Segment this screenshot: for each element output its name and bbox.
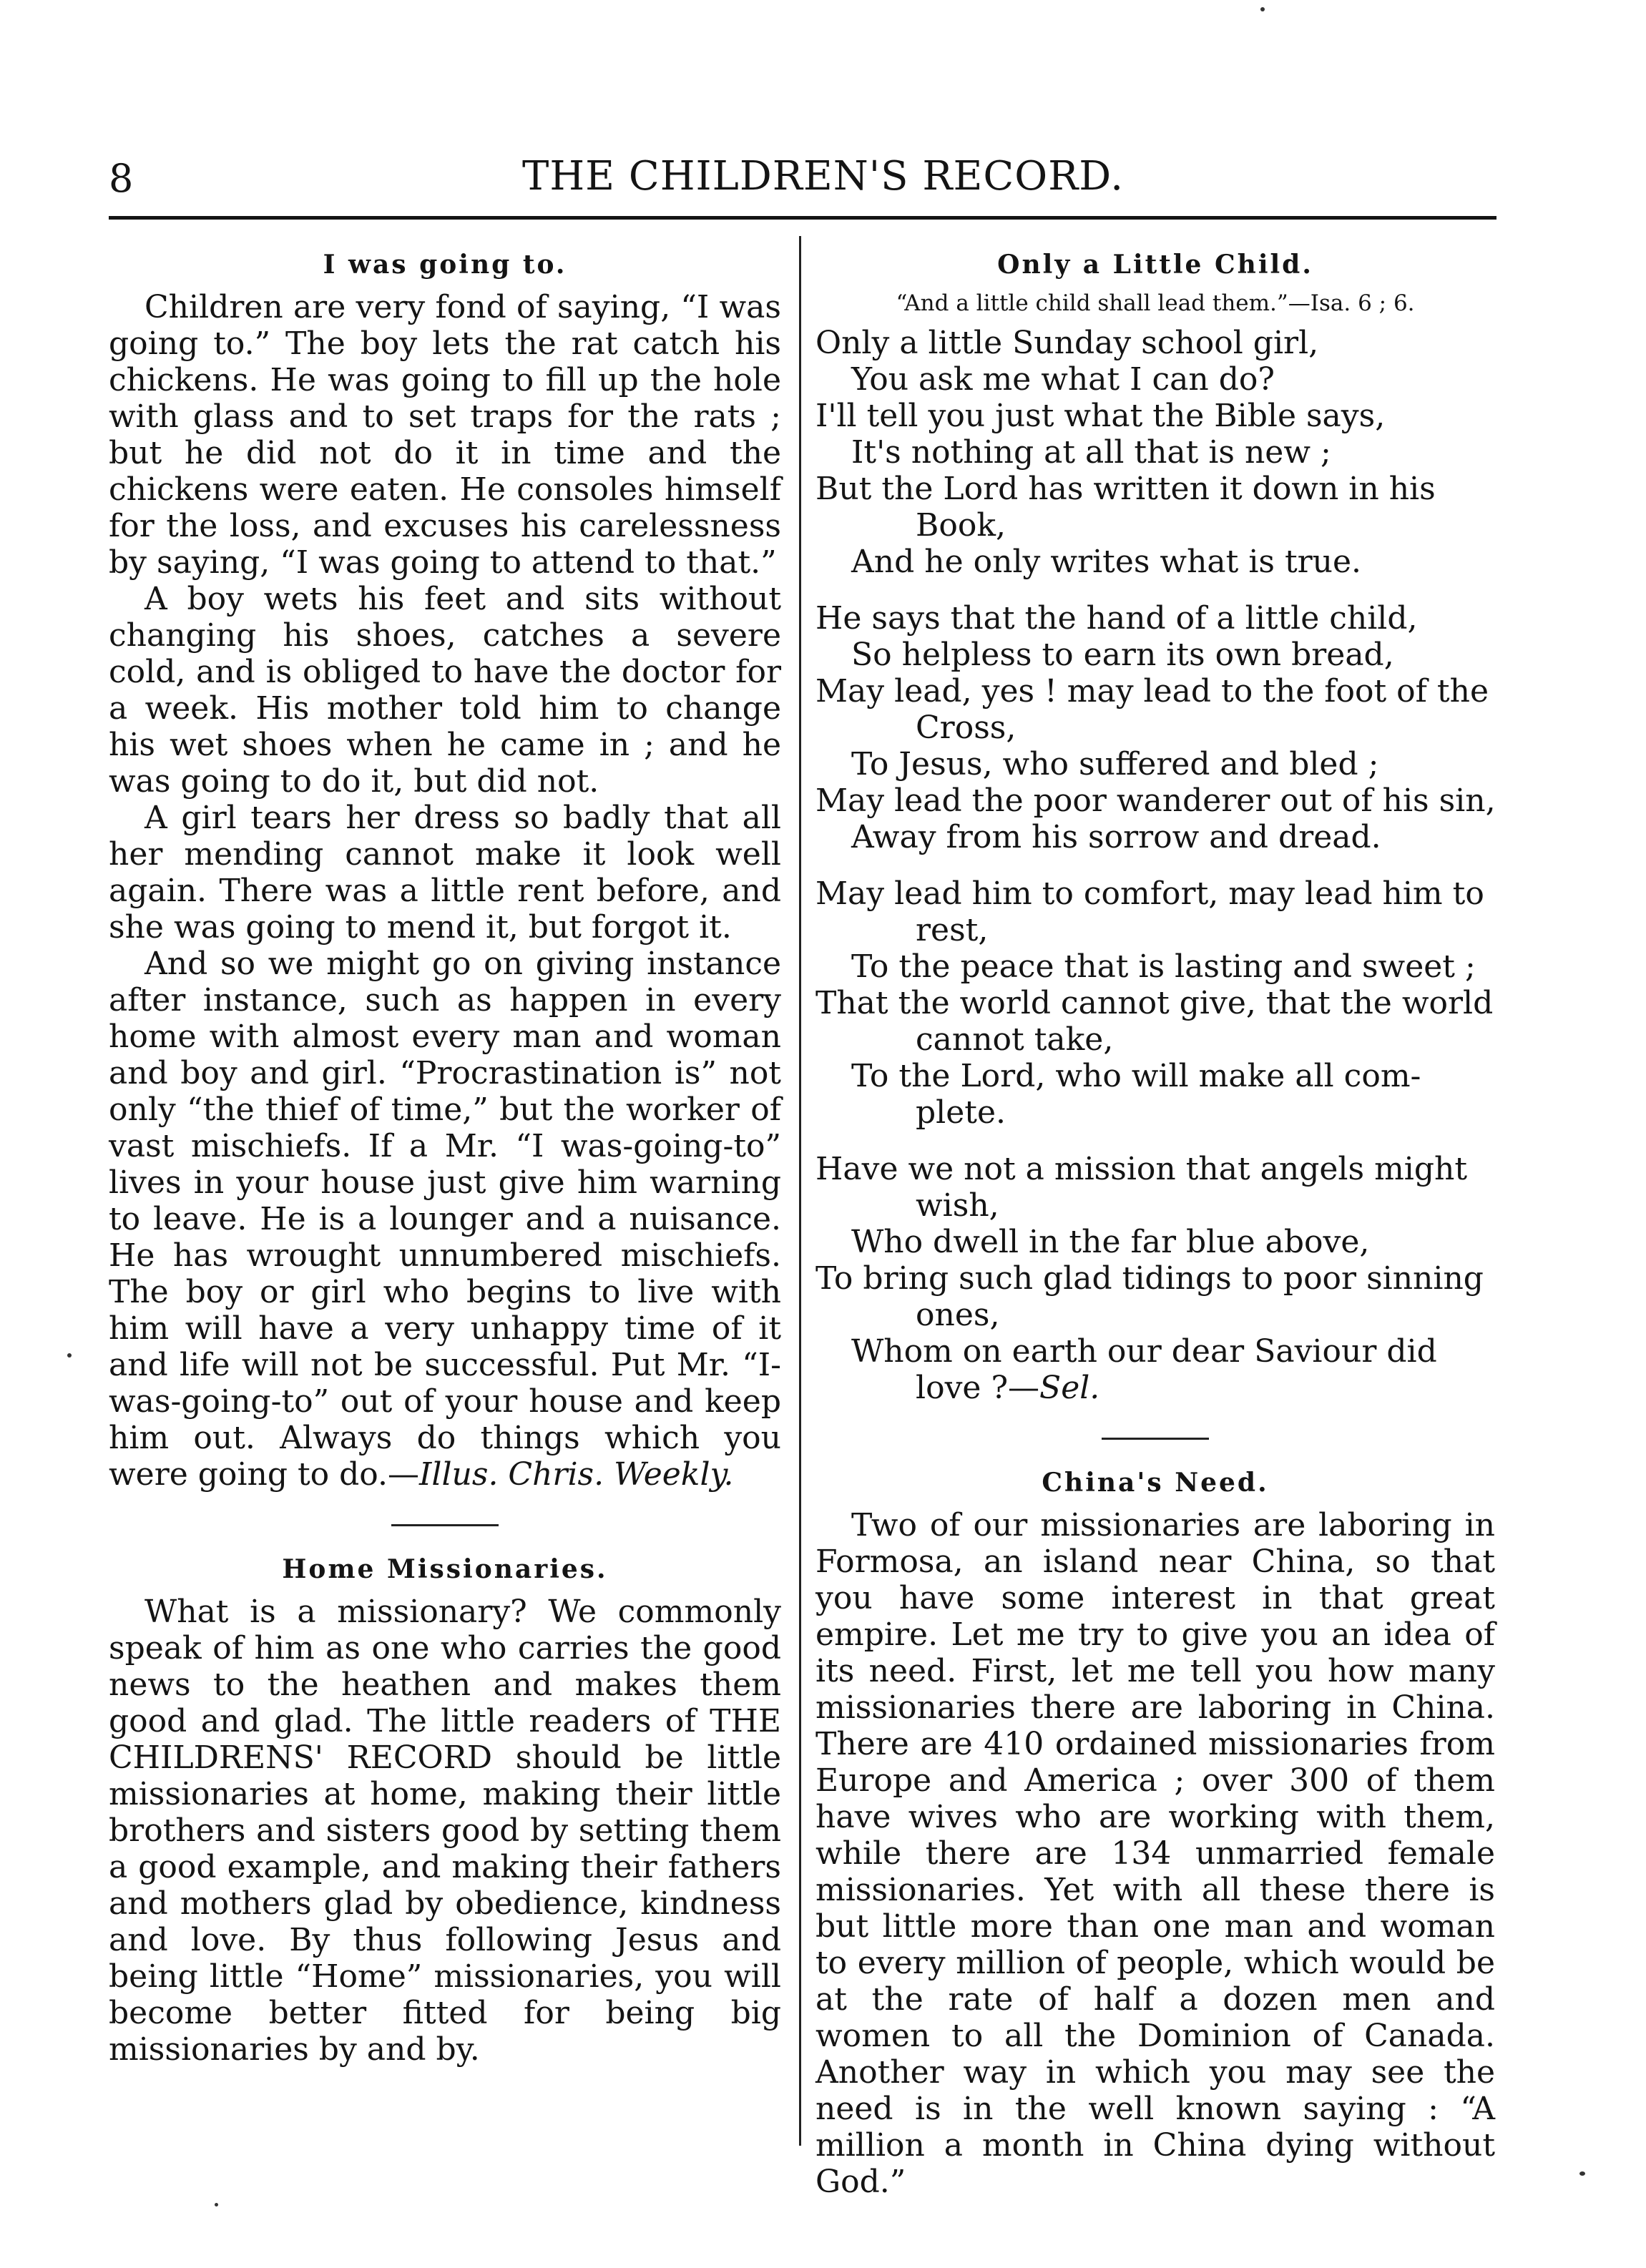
- poem-line: ones,: [916, 1297, 1000, 1333]
- article-title: China's Need.: [1042, 1468, 1269, 1498]
- poem-line: You ask me what I can do?: [851, 361, 1275, 398]
- right-column: [815, 250, 1495, 2200]
- print-speck: [215, 2203, 218, 2206]
- article-paragraph: A boy wets his feet and sits without changing his shoes, catches a severe cold, and is obliged to have the doctor for a week. His mother told him to change his wet shoes when he came in ; and he was going to do it, but did not.: [109, 581, 781, 800]
- poem-line: That the world cannot give, that the world: [815, 985, 1494, 1021]
- poem-line: wish,: [916, 1187, 999, 1224]
- article-home-missionaries: [109, 1555, 781, 2068]
- poem-line: Only a little Sunday school girl,: [815, 325, 1319, 361]
- poem-line: To bring such glad tidings to poor sinning: [815, 1260, 1484, 1297]
- poem-line: Cross,: [916, 710, 1016, 746]
- poem-line: To the Lord, who will make all com-: [851, 1058, 1421, 1094]
- article-paragraph: Two of our missionaries are laboring in Formosa, an island near China, so that you have some interest in that great empire. Let me try to give you an idea of its need. First, let me tell you how many missionaries there are laboring in China. There are 410 ordained missionaries from Europe and America ; over 300 of them have wives who are working with them, while there are 134 unmarried female missionaries. Yet with all these there is but little more than one man and woman to every million of people, which would be at the rate of half a dozen men and women to all the Dominion of Canada. Another way in which you may see the need is in the well known saying : “A million a month in China dying without God.”: [815, 1507, 1495, 2200]
- poem-line: Whom on earth our dear Saviour did: [851, 1333, 1437, 1370]
- poem-line: cannot take,: [916, 1021, 1114, 1058]
- poem-line: But the Lord has written it down in his: [815, 471, 1436, 507]
- page-title: THE CHILDREN'S RECORD.: [521, 153, 1125, 200]
- poem-line: rest,: [916, 912, 989, 948]
- poem-line: I'll tell you just what the Bible says,: [815, 398, 1386, 434]
- poem-line: May lead the poor wanderer out of his sin,: [815, 782, 1496, 819]
- poem-line-text: love ?—: [916, 1370, 1040, 1406]
- column-divider: [799, 236, 801, 2146]
- poem-only-a-little-child: [815, 250, 1495, 1406]
- poem-line: plete.: [916, 1094, 1006, 1131]
- section-rule: [391, 1524, 499, 1526]
- left-column: [109, 250, 781, 2068]
- poem-line: And he only writes what is true.: [851, 544, 1362, 580]
- print-speck: [1260, 7, 1265, 11]
- print-speck: [1579, 2171, 1585, 2176]
- paragraph-text: And so we might go on giving instance after instance, such as happen in every home with almost every man and woman and boy and girl. “Procrastination is” not only “the thief of time,” but the worker of vast mischiefs. If a Mr. “I was-going-to” lives in your house just give him warning to leave. He is a lounger and a nuisance. He has wrought unnumbered mischiefs. The boy or girl who begins to live with him will have a very unhappy time of it and life will not be successful. Put Mr. “I-was-going-to” out of your house and keep him out. Always do things which you were going to do.—: [109, 946, 781, 1493]
- poem-line: He says that the hand of a little child,: [815, 600, 1418, 637]
- article-paragraph: Children are very fond of saying, “I was going to.” The boy lets the rat catch his chickens. He was going to fill up the hole with glass and to set traps for the rats ; but he did not do it in time and the chickens were eaten. He consoles himself for the loss, and excuses his carelessness by saying, “I was going to attend to that.”: [109, 289, 781, 581]
- poem-stanza: [815, 875, 1495, 1131]
- article-paragraph-last: [109, 946, 781, 1493]
- poem-line-last: [815, 1370, 1495, 1406]
- poem-epigraph: “And a little child shall lead them.”—Isa. 6 ; 6.: [896, 290, 1415, 316]
- header-rule: [109, 216, 1496, 220]
- section-rule: [1102, 1438, 1209, 1440]
- poem-line: Who dwell in the far blue above,: [851, 1224, 1370, 1260]
- poem-stanza: [815, 600, 1495, 855]
- poem-stanza: [815, 325, 1495, 580]
- poem-line: It's nothing at all that is new ;: [851, 434, 1331, 471]
- article-source: Illus. Chris. Weekly.: [419, 1456, 734, 1493]
- article-title: I was going to.: [323, 250, 567, 280]
- poem-line: To the peace that is lasting and sweet ;: [851, 948, 1476, 985]
- poem-line: To Jesus, who suffered and bled ;: [851, 746, 1379, 782]
- poem-line: Book,: [916, 507, 1006, 544]
- article-i-was-going-to: [109, 250, 781, 1493]
- poem-line: May lead, yes ! may lead to the foot of the: [815, 673, 1489, 710]
- poem-source: Sel.: [1039, 1370, 1100, 1406]
- article-paragraph: What is a missionary? We commonly speak of him as one who carries the good news to the heathen and makes them good and glad. The little readers of THE CHILDRENS' RECORD should be little missionaries at home, making their little brothers and sisters good by setting them a good example, and making their fathers and mothers glad by obedience, kindness and love. By thus following Jesus and being little “Home” missionaries, you will become better fitted for being big missionaries by and by.: [109, 1594, 781, 2068]
- poem-stanza: [815, 1151, 1495, 1406]
- poem-line: Have we not a mission that angels might: [815, 1151, 1468, 1187]
- article-chinas-need: [815, 1468, 1495, 2200]
- page-number: 8: [109, 156, 134, 201]
- article-title: Home Missionaries.: [282, 1554, 608, 1584]
- print-speck: [67, 1353, 72, 1358]
- poem-line: So helpless to earn its own bread,: [851, 637, 1394, 673]
- poem-title: Only a Little Child.: [997, 250, 1313, 280]
- article-paragraph: A girl tears her dress so badly that all her mending cannot make it look well again. There was a little rent before, and she was going to mend it, but forgot it.: [109, 800, 781, 946]
- poem-line: Away from his sorrow and dread.: [851, 819, 1381, 855]
- poem-line: May lead him to comfort, may lead him to: [815, 875, 1484, 912]
